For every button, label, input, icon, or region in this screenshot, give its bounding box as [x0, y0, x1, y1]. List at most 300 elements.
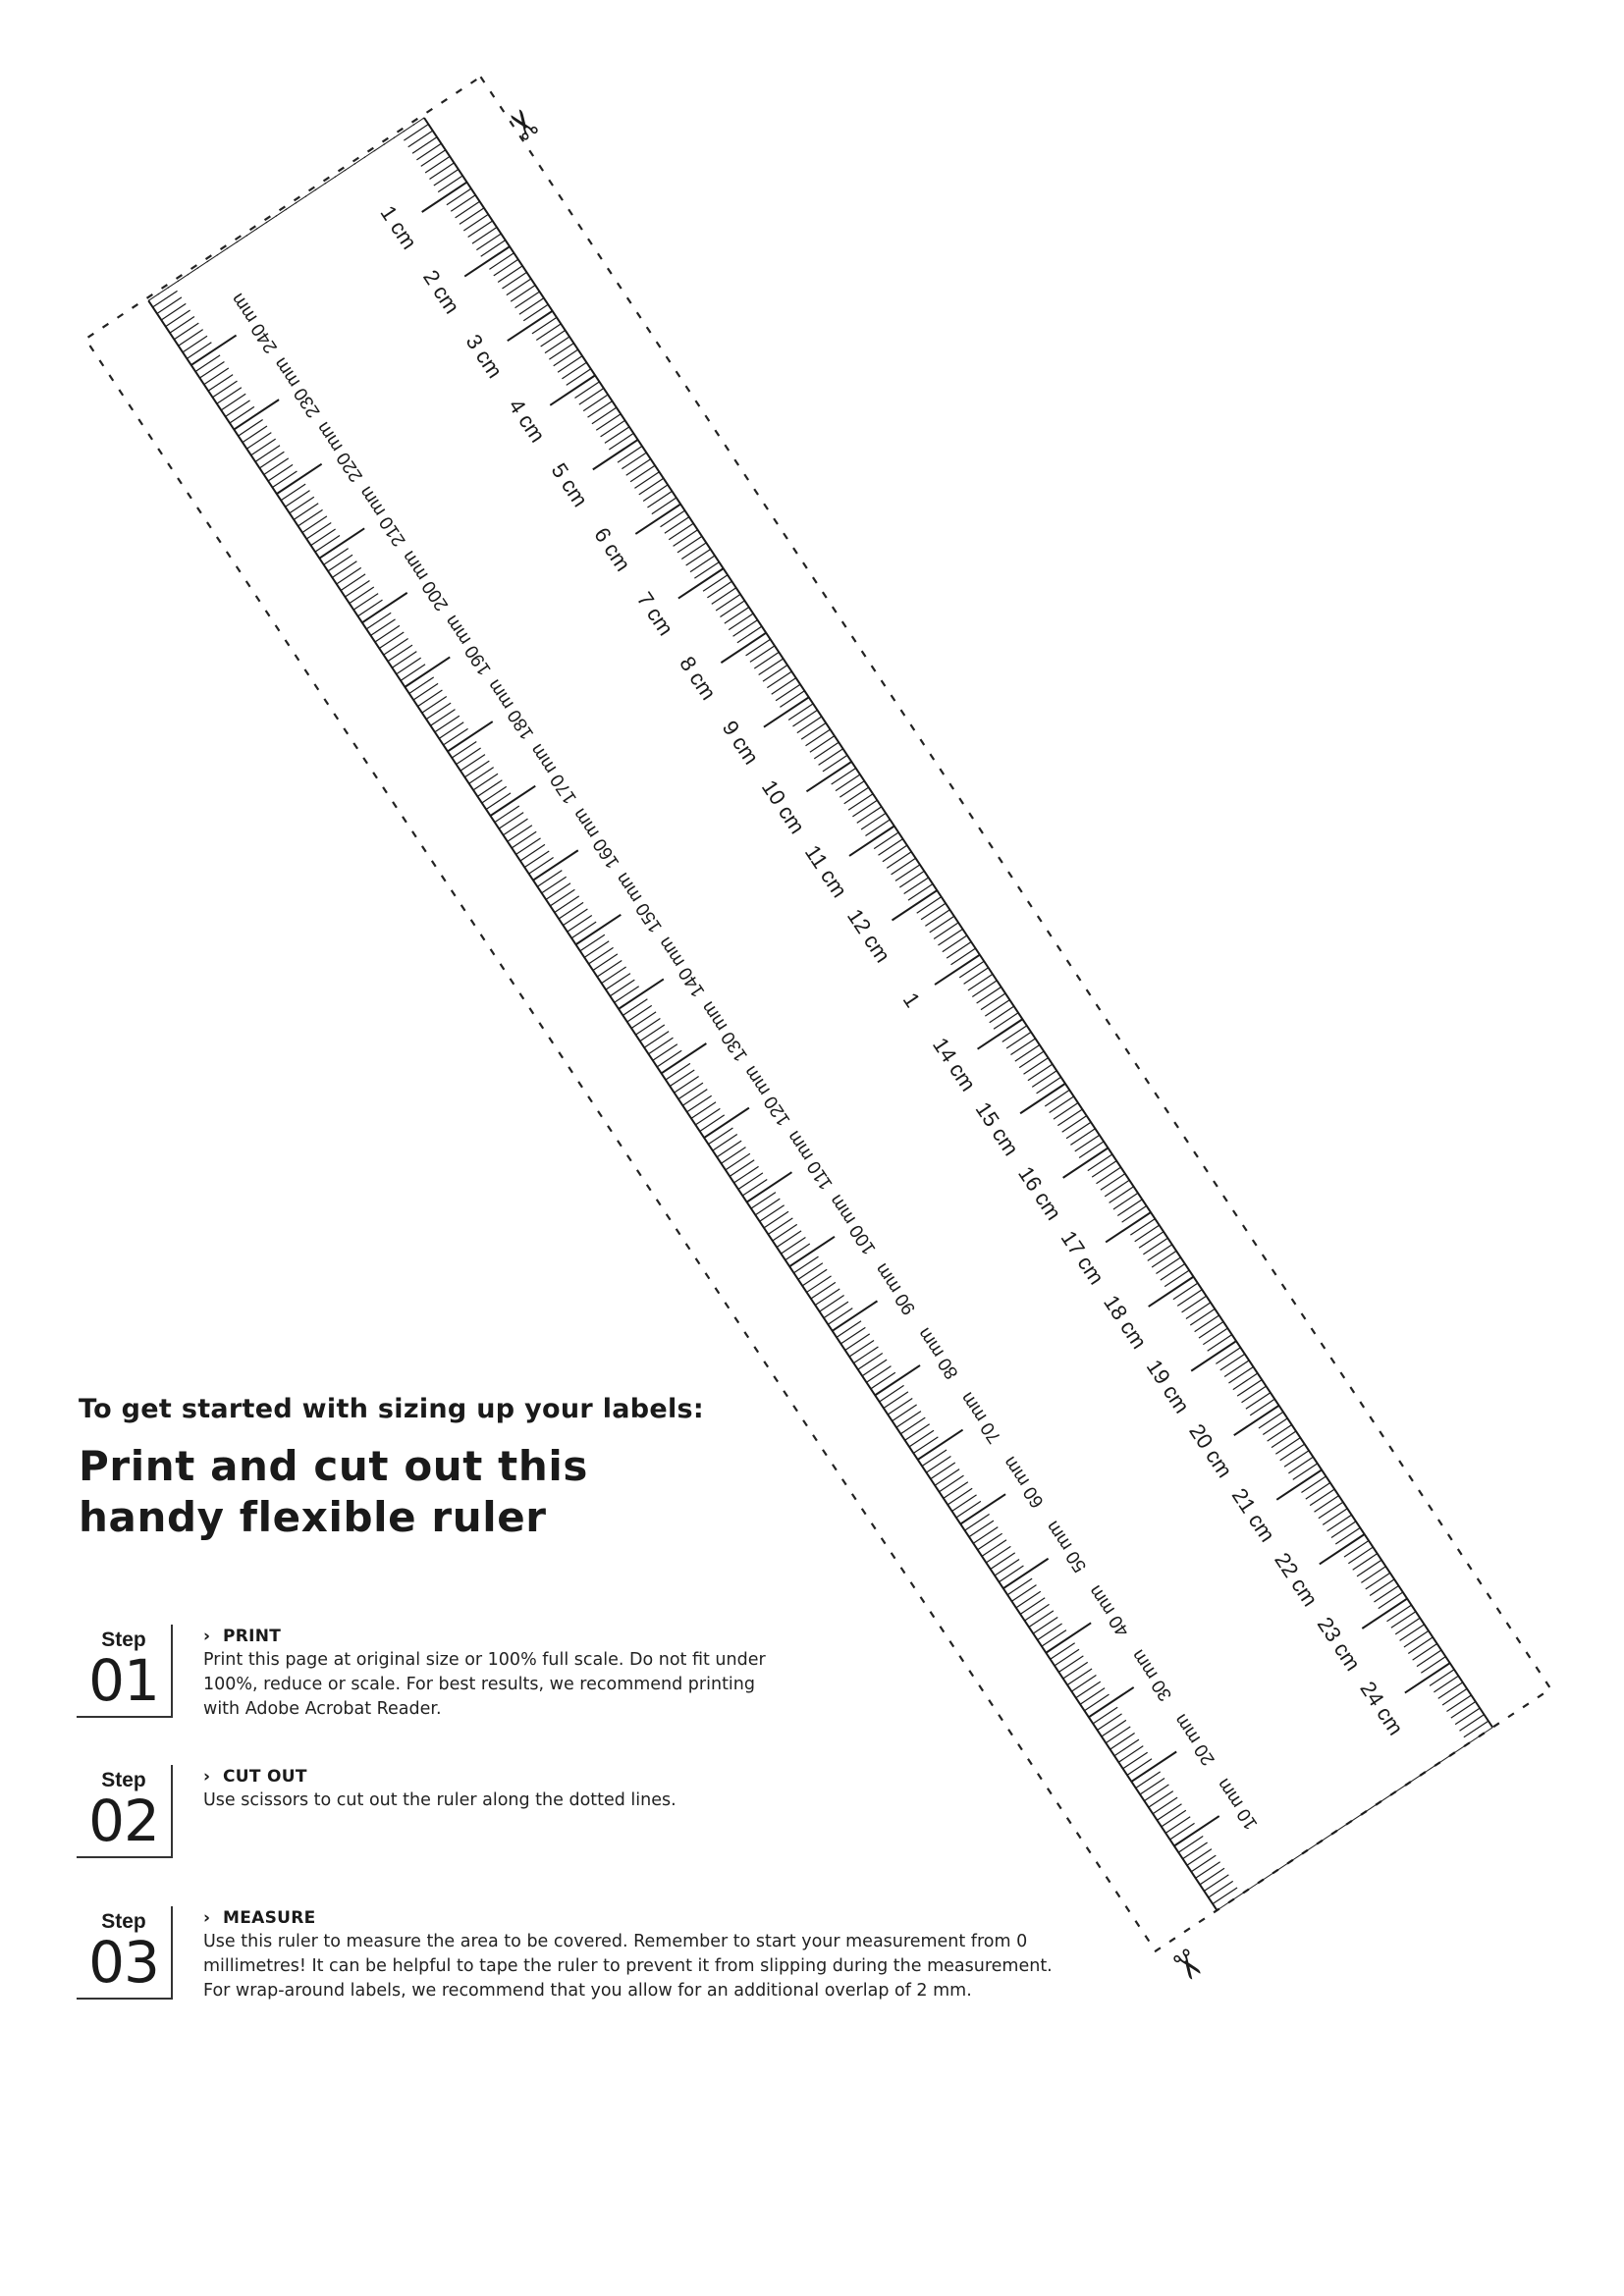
mm-minor-tick: [1045, 1090, 1069, 1106]
mm-minor-tick: [1130, 1219, 1155, 1236]
mm-minor-tick: [417, 690, 442, 707]
mm-minor-tick: [801, 723, 826, 740]
mm-minor-tick: [555, 896, 579, 913]
mm-major-tick: [875, 1365, 920, 1395]
mm-minor-tick: [943, 935, 967, 952]
mm-minor-tick: [457, 748, 481, 765]
mm-minor-tick: [520, 844, 545, 861]
mm-minor-tick: [883, 845, 907, 862]
mm-major-tick: [619, 979, 664, 1008]
mm-minor-tick: [1101, 1174, 1125, 1191]
mm-minor-tick: [579, 388, 604, 404]
mm-minor-tick: [1357, 1560, 1381, 1576]
mm-minor-tick: [781, 1237, 805, 1254]
chevron-right-icon: ›: [203, 1908, 211, 1928]
mm-minor-tick: [640, 1025, 665, 1041]
mm-label: 20 mm: [1170, 1710, 1219, 1770]
cm-label: 6 cm: [589, 522, 636, 576]
step-number-box: [77, 1765, 173, 1858]
mm-minor-tick: [1165, 1817, 1190, 1834]
mm-minor-tick: [845, 1334, 870, 1351]
mm-minor-tick: [1204, 1875, 1228, 1892]
mm-minor-tick: [515, 292, 540, 308]
mm-minor-tick: [717, 1141, 741, 1157]
cm-label: 18 cm: [1099, 1290, 1153, 1354]
mm-minor-tick: [657, 1050, 681, 1067]
mm-label: 50 mm: [1042, 1517, 1092, 1576]
mm-minor-tick: [463, 214, 488, 231]
cm-major-tick: [1405, 1663, 1450, 1692]
mm-minor-tick: [264, 458, 289, 475]
mm-minor-tick: [421, 150, 446, 167]
step-content: [203, 1906, 1087, 2003]
mm-minor-tick: [681, 543, 706, 560]
cm-label: 22 cm: [1270, 1548, 1324, 1611]
mm-minor-tick: [476, 234, 501, 250]
mm-minor-tick: [691, 1102, 716, 1119]
mm-minor-tick: [819, 749, 843, 766]
mm-minor-tick: [1102, 1720, 1126, 1736]
mm-minor-tick: [1213, 1888, 1237, 1904]
cm-major-tick: [1320, 1534, 1365, 1564]
mm-label: 220 mm: [312, 417, 368, 486]
mm-minor-tick: [502, 272, 526, 289]
mm-minor-tick: [1144, 1785, 1168, 1801]
cm-major-tick: [1106, 1212, 1151, 1242]
mm-minor-tick: [468, 221, 493, 238]
mm-minor-tick: [751, 1193, 776, 1209]
intro-subtitle: To get started with sizing up your labels:: [79, 1394, 705, 1424]
mm-minor-tick: [1007, 1578, 1032, 1595]
mm-minor-tick: [1015, 1045, 1040, 1062]
mm-minor-tick: [170, 317, 194, 334]
mm-minor-tick: [379, 632, 404, 649]
mm-minor-tick: [549, 344, 573, 360]
cm-major-tick: [550, 375, 595, 404]
mm-minor-tick: [589, 947, 614, 964]
step-heading-label: CUT OUT: [223, 1767, 307, 1787]
mm-minor-tick: [1306, 1483, 1330, 1500]
mm-minor-tick: [678, 1083, 703, 1099]
mm-minor-tick: [486, 793, 511, 810]
mm-minor-tick: [951, 948, 976, 965]
mm-minor-tick: [456, 201, 480, 218]
mm-minor-tick: [429, 163, 454, 180]
mm-minor-tick: [166, 310, 190, 327]
mm-minor-tick: [1327, 1515, 1352, 1531]
mm-minor-tick: [687, 1095, 712, 1112]
mm-label: 10 mm: [1213, 1774, 1263, 1834]
mm-minor-tick: [404, 125, 428, 141]
mm-minor-tick: [767, 671, 791, 688]
mm-minor-tick: [482, 786, 507, 803]
mm-minor-tick: [268, 464, 293, 481]
mm-minor-tick: [776, 684, 800, 701]
mm-label: 140 mm: [654, 933, 710, 1001]
mm-minor-tick: [1208, 1335, 1232, 1352]
mm-minor-tick: [571, 922, 596, 938]
mm-minor-tick: [1162, 1810, 1186, 1827]
mm-minor-tick: [810, 736, 835, 753]
mm-minor-tick: [1323, 1509, 1347, 1525]
mm-minor-tick: [969, 1521, 994, 1537]
mm-minor-tick: [1057, 1109, 1082, 1126]
mm-minor-tick: [447, 188, 471, 205]
mm-minor-tick: [1366, 1573, 1390, 1589]
mm-minor-tick: [1196, 1862, 1220, 1879]
mm-major-tick: [704, 1108, 749, 1138]
mm-minor-tick: [968, 974, 993, 990]
mm-minor-tick: [1374, 1585, 1398, 1602]
mm-minor-tick: [1019, 1051, 1044, 1068]
mm-minor-tick: [634, 472, 659, 489]
mm-minor-tick: [1114, 1739, 1139, 1756]
mm-minor-tick: [1136, 1772, 1161, 1789]
mm-minor-tick: [1149, 1791, 1173, 1808]
mm-minor-tick: [828, 1308, 852, 1325]
cm-label: 3 cm: [460, 330, 508, 383]
mm-minor-tick: [371, 619, 396, 636]
mm-minor-tick: [1010, 1039, 1035, 1055]
mm-minor-tick: [1391, 1612, 1416, 1629]
mm-major-tick: [1003, 1559, 1049, 1588]
mm-minor-tick: [1451, 1702, 1476, 1719]
mm-minor-tick: [503, 819, 527, 835]
mm-minor-tick: [187, 343, 211, 359]
mm-minor-tick: [635, 1018, 660, 1035]
mm-minor-tick: [1348, 1547, 1373, 1564]
mm-minor-tick: [593, 954, 618, 971]
mm-minor-tick: [409, 677, 434, 694]
mm-minor-tick: [797, 717, 822, 733]
mm-minor-tick: [1110, 1734, 1135, 1750]
mm-minor-tick: [204, 368, 229, 385]
mm-minor-tick: [965, 1515, 990, 1531]
mm-minor-tick: [677, 536, 702, 553]
mm-major-tick: [319, 528, 364, 558]
cm-major-tick: [1234, 1406, 1279, 1435]
mm-minor-tick: [1259, 1412, 1283, 1428]
mm-minor-tick: [1413, 1643, 1437, 1660]
mm-minor-tick: [623, 999, 647, 1016]
cm-label: 16 cm: [1013, 1161, 1067, 1225]
mm-minor-tick: [574, 382, 599, 399]
cm-label: 1: [897, 988, 926, 1012]
mm-minor-tick: [820, 1296, 844, 1312]
mm-label: 170 mm: [526, 739, 581, 808]
mm-major-tick: [277, 464, 322, 494]
mm-minor-tick: [375, 625, 400, 642]
mm-minor-tick: [899, 871, 924, 887]
mm-minor-tick: [666, 1063, 690, 1080]
mm-minor-tick: [397, 658, 421, 674]
mm-minor-tick: [844, 787, 869, 804]
mm-minor-tick: [1370, 1579, 1394, 1596]
mm-minor-tick: [643, 485, 668, 502]
mm-label: 110 mm: [783, 1126, 838, 1194]
mm-label: 190 mm: [441, 611, 496, 679]
mm-minor-tick: [213, 381, 238, 398]
mm-minor-tick: [991, 1553, 1015, 1570]
step-heading-label: MEASURE: [223, 1908, 316, 1928]
cm-major-tick: [678, 568, 724, 598]
cm-major-tick: [935, 955, 980, 985]
mm-label: 240 mm: [227, 289, 283, 357]
mm-minor-tick: [1284, 1451, 1309, 1468]
mm-minor-tick: [306, 522, 331, 539]
mm-minor-tick: [568, 916, 592, 933]
mm-minor-tick: [772, 678, 796, 695]
mm-minor-tick: [592, 407, 617, 424]
mm-minor-tick: [1054, 1103, 1078, 1120]
mm-minor-tick: [324, 549, 349, 565]
mm-minor-tick: [602, 967, 626, 984]
cm-major-tick: [635, 505, 680, 534]
mm-minor-tick: [773, 1224, 797, 1241]
mm-minor-tick: [686, 549, 711, 565]
mm-minor-tick: [1387, 1605, 1412, 1622]
mm-minor-tick: [737, 626, 762, 643]
mm-minor-tick: [1066, 1122, 1091, 1139]
mm-minor-tick: [1195, 1315, 1219, 1332]
mm-minor-tick: [384, 639, 408, 656]
mm-minor-tick: [328, 555, 352, 571]
mm-minor-tick: [408, 131, 433, 147]
mm-minor-tick: [584, 941, 609, 958]
mm-minor-tick: [857, 807, 882, 824]
mm-minor-tick: [541, 330, 566, 347]
mm-minor-tick: [1110, 1187, 1134, 1203]
mm-minor-tick: [425, 156, 450, 173]
mm-minor-tick: [760, 1205, 785, 1222]
step-number: 01: [88, 1647, 159, 1714]
cm-major-tick: [721, 633, 766, 663]
mm-minor-tick: [1344, 1541, 1369, 1558]
mm-minor-tick: [1400, 1625, 1425, 1641]
mm-minor-tick: [661, 510, 685, 527]
mm-minor-tick: [353, 594, 378, 611]
cm-major-tick: [978, 1019, 1023, 1048]
mm-minor-tick: [1106, 1727, 1130, 1743]
intro-section: [79, 1392, 962, 1543]
mm-major-tick: [405, 657, 450, 686]
mm-minor-tick: [298, 509, 323, 526]
mm-minor-tick: [1246, 1393, 1271, 1410]
mm-minor-tick: [788, 704, 813, 721]
mm-minor-tick: [694, 562, 719, 579]
mm-minor-tick: [243, 426, 267, 443]
mm-minor-tick: [730, 1160, 754, 1177]
mm-minor-tick: [545, 337, 569, 353]
cm-major-tick: [764, 697, 809, 726]
mm-minor-tick: [444, 728, 468, 745]
mm-minor-tick: [221, 394, 245, 410]
mm-minor-tick: [430, 710, 455, 726]
mm-minor-tick: [742, 1179, 767, 1196]
mm-minor-tick: [1148, 1245, 1172, 1261]
mm-minor-tick: [622, 453, 646, 469]
mm-minor-tick: [183, 336, 207, 352]
mm-minor-tick: [507, 279, 531, 295]
mm-minor-tick: [824, 1302, 848, 1318]
mm-minor-tick: [917, 897, 942, 914]
mm-minor-tick: [494, 259, 518, 276]
cm-label: 24 cm: [1355, 1677, 1409, 1740]
step-body: Use this ruler to measure the area to be covered. Remember to start your measurement from 0 millimetres! It can be helpful to tape the ruler to prevent it from slipping during the measurement. For wrap-around labels, we recommend that you allow for an additional overlap of 2 mm.: [203, 1932, 1053, 2001]
cm-major-tick: [1191, 1341, 1236, 1370]
mm-minor-tick: [1315, 1496, 1339, 1513]
mm-minor-tick: [720, 601, 744, 617]
mm-minor-tick: [481, 240, 506, 257]
mm-minor-tick: [647, 491, 672, 507]
mm-minor-tick: [546, 883, 570, 900]
mm-minor-tick: [895, 865, 920, 881]
mm-minor-tick: [1173, 1283, 1198, 1300]
mm-label: 210 mm: [355, 482, 410, 551]
mm-minor-tick: [1438, 1682, 1463, 1699]
mm-minor-tick: [562, 362, 586, 379]
mm-minor-tick: [811, 1282, 836, 1299]
mm-minor-tick: [1288, 1457, 1313, 1473]
mm-minor-tick: [1139, 1232, 1164, 1249]
mm-minor-tick: [601, 420, 625, 437]
mm-minor-tick: [1417, 1650, 1441, 1667]
mm-minor-tick: [630, 465, 655, 482]
mm-minor-tick: [703, 575, 728, 592]
mm-minor-tick: [464, 761, 489, 777]
mm-minor-tick: [473, 774, 498, 790]
mm-minor-tick: [652, 498, 677, 514]
mm-minor-tick: [733, 620, 758, 637]
mm-minor-tick: [536, 324, 561, 341]
mm-minor-tick: [925, 910, 949, 927]
mm-minor-tick: [609, 433, 633, 450]
mm-minor-tick: [1117, 1200, 1142, 1216]
mm-minor-tick: [350, 587, 374, 604]
cm-major-tick: [806, 762, 851, 791]
mm-minor-tick: [554, 349, 578, 366]
mm-minor-tick: [1143, 1238, 1167, 1255]
mm-minor-tick: [1178, 1836, 1203, 1852]
mm-minor-tick: [1434, 1676, 1458, 1692]
mm-minor-tick: [508, 826, 532, 842]
mm-minor-tick: [1455, 1708, 1480, 1725]
mm-minor-tick: [315, 536, 340, 553]
mm-minor-tick: [259, 452, 284, 468]
step-word: Step: [101, 1910, 146, 1933]
mm-minor-tick: [1242, 1386, 1267, 1403]
mm-minor-tick: [563, 909, 587, 926]
step-number-box: [77, 1625, 173, 1718]
step-body: Print this page at original size or 100% full scale. Do not fit under 100%, reduce or scale. For best results, we recommend printing with Adobe Acrobat Reader.: [203, 1650, 766, 1719]
mm-minor-tick: [1006, 1032, 1031, 1048]
mm-minor-tick: [1182, 1296, 1207, 1312]
mm-minor-tick: [366, 613, 391, 629]
mm-minor-tick: [1361, 1567, 1385, 1583]
mm-minor-tick: [357, 600, 382, 616]
mm-minor-tick: [439, 722, 463, 739]
mm-minor-tick: [1250, 1399, 1274, 1415]
mm-major-tick: [960, 1494, 1005, 1523]
mm-minor-tick: [853, 1347, 878, 1363]
mm-minor-tick: [836, 774, 860, 791]
mm-minor-tick: [1016, 1591, 1041, 1608]
mm-minor-tick: [532, 317, 557, 334]
mm-minor-tick: [1153, 1797, 1177, 1814]
mm-minor-tick: [341, 574, 365, 591]
mm-minor-tick: [195, 355, 220, 372]
mm-minor-tick: [281, 484, 305, 501]
mm-minor-tick: [1123, 1752, 1148, 1769]
mm-minor-tick: [489, 253, 514, 270]
mm-minor-tick: [990, 1006, 1014, 1023]
mm-minor-tick: [729, 614, 753, 630]
cm-label: 19 cm: [1141, 1355, 1195, 1418]
mm-minor-tick: [157, 297, 182, 314]
mm-major-tick: [1089, 1687, 1134, 1717]
step-heading: [203, 1906, 1087, 1930]
mm-minor-tick: [815, 1289, 839, 1306]
mm-minor-tick: [610, 980, 634, 996]
mm-major-tick: [747, 1172, 792, 1201]
mm-minor-tick: [452, 741, 476, 758]
mm-major-tick: [490, 786, 535, 816]
step-content: [203, 1625, 1087, 1722]
mm-minor-tick: [153, 291, 178, 307]
mm-minor-tick: [523, 304, 548, 321]
mm-minor-tick: [1092, 1161, 1116, 1178]
cm-label: 4 cm: [504, 394, 551, 448]
mm-minor-tick: [230, 406, 254, 423]
cm-label: 21 cm: [1226, 1483, 1280, 1547]
mm-minor-tick: [999, 1566, 1023, 1582]
mm-minor-tick: [580, 934, 605, 951]
mm-minor-tick: [1280, 1444, 1305, 1461]
mm-minor-tick: [1310, 1489, 1334, 1506]
scissors-icon-bottom: ✂: [1159, 1939, 1216, 1993]
cm-label: 23 cm: [1312, 1612, 1366, 1676]
cm-label: 17 cm: [1056, 1226, 1110, 1289]
mm-minor-tick: [1460, 1715, 1485, 1732]
mm-minor-tick: [995, 1559, 1019, 1575]
mm-minor-tick: [1228, 1366, 1253, 1383]
cm-major-tick: [1149, 1277, 1194, 1307]
mm-minor-tick: [1379, 1592, 1403, 1609]
mm-minor-tick: [435, 716, 460, 732]
mm-minor-tick: [1293, 1464, 1318, 1480]
mm-label: 160 mm: [568, 804, 624, 873]
mm-minor-tick: [848, 794, 873, 811]
mm-minor-tick: [1093, 1707, 1117, 1724]
mm-minor-tick: [255, 446, 280, 462]
mm-major-tick: [575, 915, 621, 944]
step-number: 03: [88, 1929, 159, 1996]
mm-minor-tick: [1430, 1670, 1454, 1686]
mm-minor-tick: [746, 639, 771, 656]
mm-minor-tick: [750, 646, 775, 663]
cm-major-tick: [422, 183, 467, 212]
mm-minor-tick: [294, 504, 318, 520]
mm-minor-tick: [904, 878, 929, 894]
mm-minor-tick: [978, 1533, 1002, 1550]
mm-minor-tick: [690, 556, 715, 572]
mm-minor-tick: [1028, 1064, 1053, 1081]
mm-minor-tick: [1122, 1205, 1147, 1222]
mm-minor-tick: [311, 529, 336, 546]
cm-major-tick: [893, 890, 938, 920]
mm-minor-tick: [1331, 1522, 1356, 1538]
mm-minor-tick: [1404, 1630, 1429, 1647]
